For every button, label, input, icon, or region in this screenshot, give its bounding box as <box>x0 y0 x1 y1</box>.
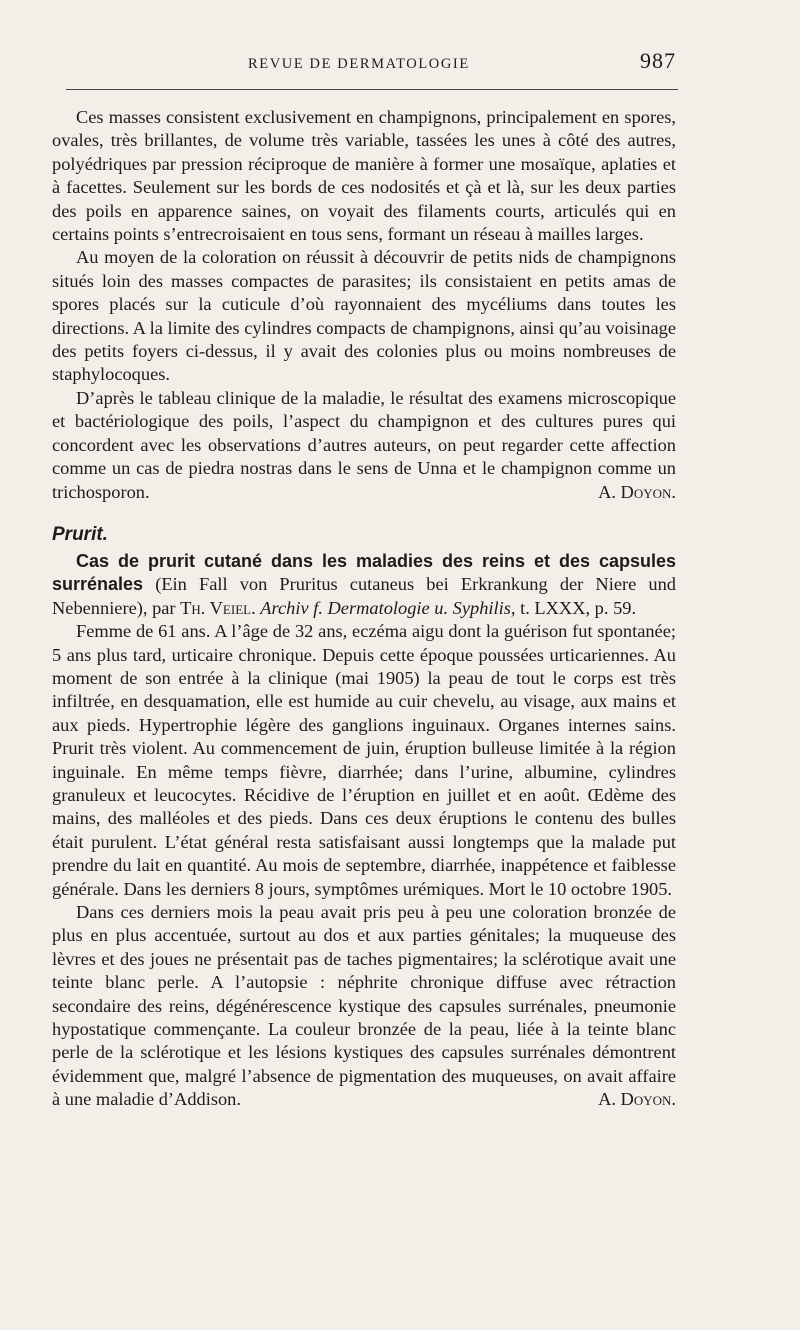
article-reference <box>52 550 676 620</box>
paragraph-with-signature <box>52 901 676 1112</box>
paragraph-text: D’après le tableau clinique de la maladie, le résultat des examens microscopique et bactériologique des poils, l’aspect du champignon et des cultures pures qui concordent avec les observations d’autres auteurs, on peut regarder cette affection comme un cas de piedra nostras dans le sens de Unna et le champignon comme un trichosporon. <box>52 387 676 502</box>
paragraph: Au moyen de la coloration on réussit à découvrir de petits nids de champignons situés loin des masses compactes de parasites; ils consistaient en petits amas de spores placés sur la cuticule d’où rayonnaient des mycéliums dans toutes les directions. A la limite des cylindres compacts de champignons, ainsi qu’au voisinage des petits foyers ci-dessus, il y avait des colonies plus ou moins nombreuses de staphylocoques. <box>52 247 676 385</box>
section-heading: Prurit. <box>52 523 108 545</box>
paragraph-with-signature <box>52 387 676 504</box>
page-header <box>52 48 676 78</box>
journal-volume: t. LXXX, p. 59. <box>515 597 637 618</box>
article-title: Cas de prurit cutané dans les maladies des reins et des capsules surrénales <box>52 550 676 595</box>
paragraph: Ces masses consistent exclusivement en champignons, principalement en spores, ovales, très brillantes, de volume très variable, tassées les unes à côté des autres, polyédriques par pression réciproque de manière à former une mosaïque, aplaties et à facettes. Seulement sur les bords de ces nodosités et çà et là, sur les deux parties des poils en apparence saines, on voyait des filaments courts, articulés qui en certains points s’entrecroisaient en tous sens, formant un réseau à mailles larges. <box>52 107 676 245</box>
signature: A. Doyon. <box>598 1089 676 1110</box>
header-rule <box>66 89 678 90</box>
paragraph-text: Dans ces derniers mois la peau avait pris peu à peu une coloration bronzée de plus en plus accentuée, surtout au dos et aux parties génitales; la muqueuse des lèvres et des joues ne présentait pas de taches pigmentaires; la sclérotique avait une teinte blanc perle. A l’autopsie : néphrite chronique diffuse avec rétraction secondaire des reins, dégénérescence kystique des capsules surrénales, pneumonie hypostatique commençante. La couleur bronzée de la peau, liée à la teinte blanc perle de la sclérotique et les lésions kystiques des capsules surrénales démontrent évidemment que, malgré l’absence de pigmentation des muqueuses, on avait affaire à une maladie d’Addison. <box>52 902 676 1110</box>
article-subtitle: (Ein Fall von Pruritus cutaneus bei Erkrankung der Niere und Nebenniere), par <box>52 574 676 618</box>
running-title: REVUE DE DERMATOLOGIE <box>248 56 470 72</box>
article-author: Th. Veiel. <box>180 597 256 618</box>
paragraph: Femme de 61 ans. A l’âge de 32 ans, eczéma aigu dont la guérison fut spontanée; 5 ans plus tard, urticaire chronique. Depuis cette époque poussées urticariennes. Au moment de son entrée à la clinique (mai 1905) la peau de tout le corps est très infiltrée, en desquamation, elle est humide au cuir chevelu, au visage, aux mains et aux pieds. Hypertrophie légère des ganglions inguinaux. Organes internes sains. Prurit très violent. Au commencement de juin, éruption bulleuse limitée à la région inguinale. En même temps fièvre, diarrhée; dans l’urine, albumine, cylindres granuleux et leucocytes. Récidive de l’éruption en juillet et en août. Œdème des mains, des malléoles et des pieds. Dans ces deux éruptions le contenu des bulles était purulent. L’état général resta satisfaisant aussi longtemps que la malade put prendre du lait en quantité. Au mois de septembre, diarrhée, inappétence et faiblesse générale. Dans les derniers 8 jours, symptômes urémiques. Mort le 10 octobre 1905. <box>52 621 676 899</box>
journal-name: Archiv f. Dermatologie u. Syphilis, <box>260 597 516 618</box>
page-number: 987 <box>640 48 676 73</box>
signature: A. Doyon. <box>598 481 676 502</box>
page-body <box>52 106 676 1112</box>
